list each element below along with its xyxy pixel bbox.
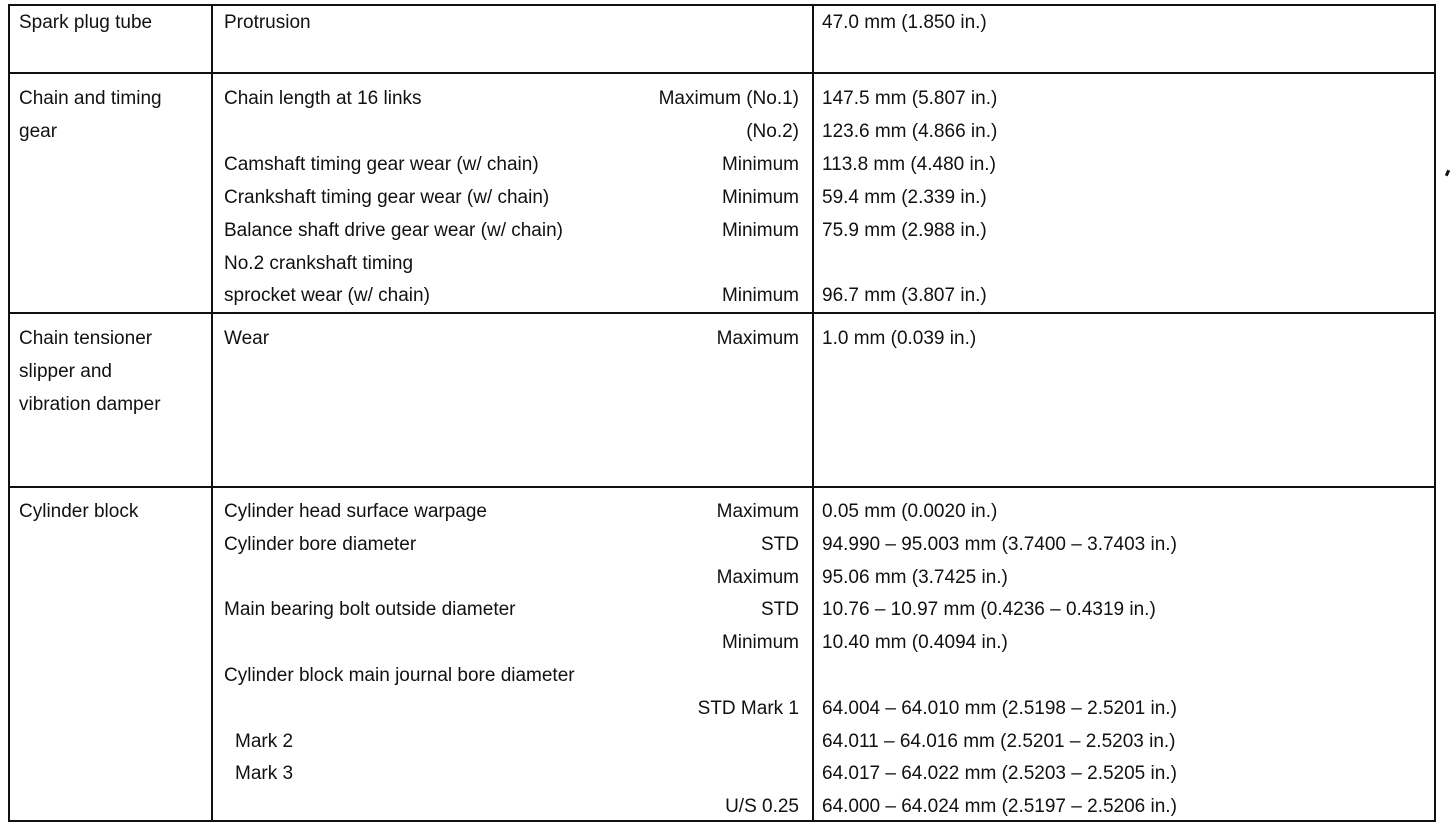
category-chain-tensioner: Chain tensioner slipper and vibration damper (19, 328, 161, 415)
item-cylinder-bore-diameter: Cylinder bore diameter (224, 534, 417, 555)
value-mark3: 64.017 – 64.022 mm (2.5203 – 2.5205 in.) (822, 763, 1177, 784)
qualifier-minimum: Minimum (721, 154, 799, 175)
qualifier-maximum-no1: Maximum (No.1) (658, 88, 799, 109)
value-sprocket-wear: 96.7 mm (3.807 in.) (822, 285, 987, 306)
item-protrusion: Protrusion (224, 12, 311, 33)
item-wear: Wear (224, 328, 270, 349)
item-head-surface-warpage: Cylinder head surface warpage (224, 501, 487, 522)
item-balance-shaft-gear-wear: Balance shaft drive gear wear (w/ chain) (224, 220, 563, 241)
qualifier-maximum: Maximum (716, 328, 799, 349)
item-main-journal-bore-diameter: Cylinder block main journal bore diameter (224, 665, 575, 686)
value-chain-no1: 147.5 mm (5.807 in.) (822, 88, 998, 109)
row-divider (8, 312, 1436, 314)
value-bore-std: 94.990 – 95.003 mm (3.7400 – 3.7403 in.) (822, 534, 1177, 555)
value-us-025: 64.000 – 64.024 mm (2.5197 – 2.5206 in.) (822, 796, 1177, 817)
column-divider (812, 4, 814, 822)
row-divider (8, 486, 1436, 488)
category-spark-plug-tube: Spark plug tube (19, 12, 153, 33)
qualifier-minimum: Minimum (721, 220, 799, 241)
value-mark2: 64.011 – 64.016 mm (2.5201 – 2.5203 in.) (822, 731, 1176, 752)
value-protrusion: 47.0 mm (1.850 in.) (822, 12, 987, 33)
value-crankshaft-gear-wear: 59.4 mm (2.339 in.) (822, 187, 987, 208)
value-chain-no2: 123.6 mm (4.866 in.) (822, 121, 998, 142)
qualifier-std: STD (761, 534, 799, 555)
item-mark3: Mark 3 (235, 763, 294, 784)
value-bore-maximum: 95.06 mm (3.7425 in.) (822, 567, 1008, 588)
value-wear: 1.0 mm (0.039 in.) (822, 328, 977, 349)
value-balance-shaft-gear-wear: 75.9 mm (2.988 in.) (822, 220, 987, 241)
column-divider (211, 4, 213, 822)
qualifier-minimum: Minimum (721, 285, 799, 306)
item-camshaft-gear-wear: Camshaft timing gear wear (w/ chain) (224, 154, 539, 175)
item-no2-crankshaft-sprocket: No.2 crankshaft timing (224, 253, 414, 274)
value-bolt-minimum: 10.40 mm (0.4094 in.) (822, 632, 1008, 653)
row-divider (8, 72, 1436, 74)
value-camshaft-gear-wear: 113.8 mm (4.480 in.) (822, 154, 996, 175)
category-chain-timing-gear: Chain and timing gear (19, 88, 162, 142)
qualifier-minimum: Minimum (721, 187, 799, 208)
qualifier-us-025: U/S 0.25 (725, 796, 799, 817)
value-mark1: 64.004 – 64.010 mm (2.5198 – 2.5201 in.) (822, 698, 1177, 719)
item-crankshaft-gear-wear: Crankshaft timing gear wear (w/ chain) (224, 187, 550, 208)
category-cylinder-block: Cylinder block (19, 501, 139, 522)
item-sprocket-wear: sprocket wear (w/ chain) (224, 285, 430, 306)
item-chain-length: Chain length at 16 links (224, 88, 422, 109)
item-main-bearing-bolt-od: Main bearing bolt outside diameter (224, 599, 516, 620)
item-mark2: Mark 2 (235, 731, 294, 752)
value-bolt-std: 10.76 – 10.97 mm (0.4236 – 0.4319 in.) (822, 599, 1156, 620)
qualifier-maximum: Maximum (716, 567, 799, 588)
qualifier-std: STD (761, 599, 799, 620)
qualifier-no2: (No.2) (746, 121, 799, 142)
qualifier-maximum: Maximum (716, 501, 799, 522)
value-head-surface-warpage: 0.05 mm (0.0020 in.) (822, 501, 998, 522)
qualifier-minimum: Minimum (721, 632, 799, 653)
qualifier-std-mark1: STD Mark 1 (697, 698, 799, 719)
scan-mark (1445, 170, 1450, 177)
